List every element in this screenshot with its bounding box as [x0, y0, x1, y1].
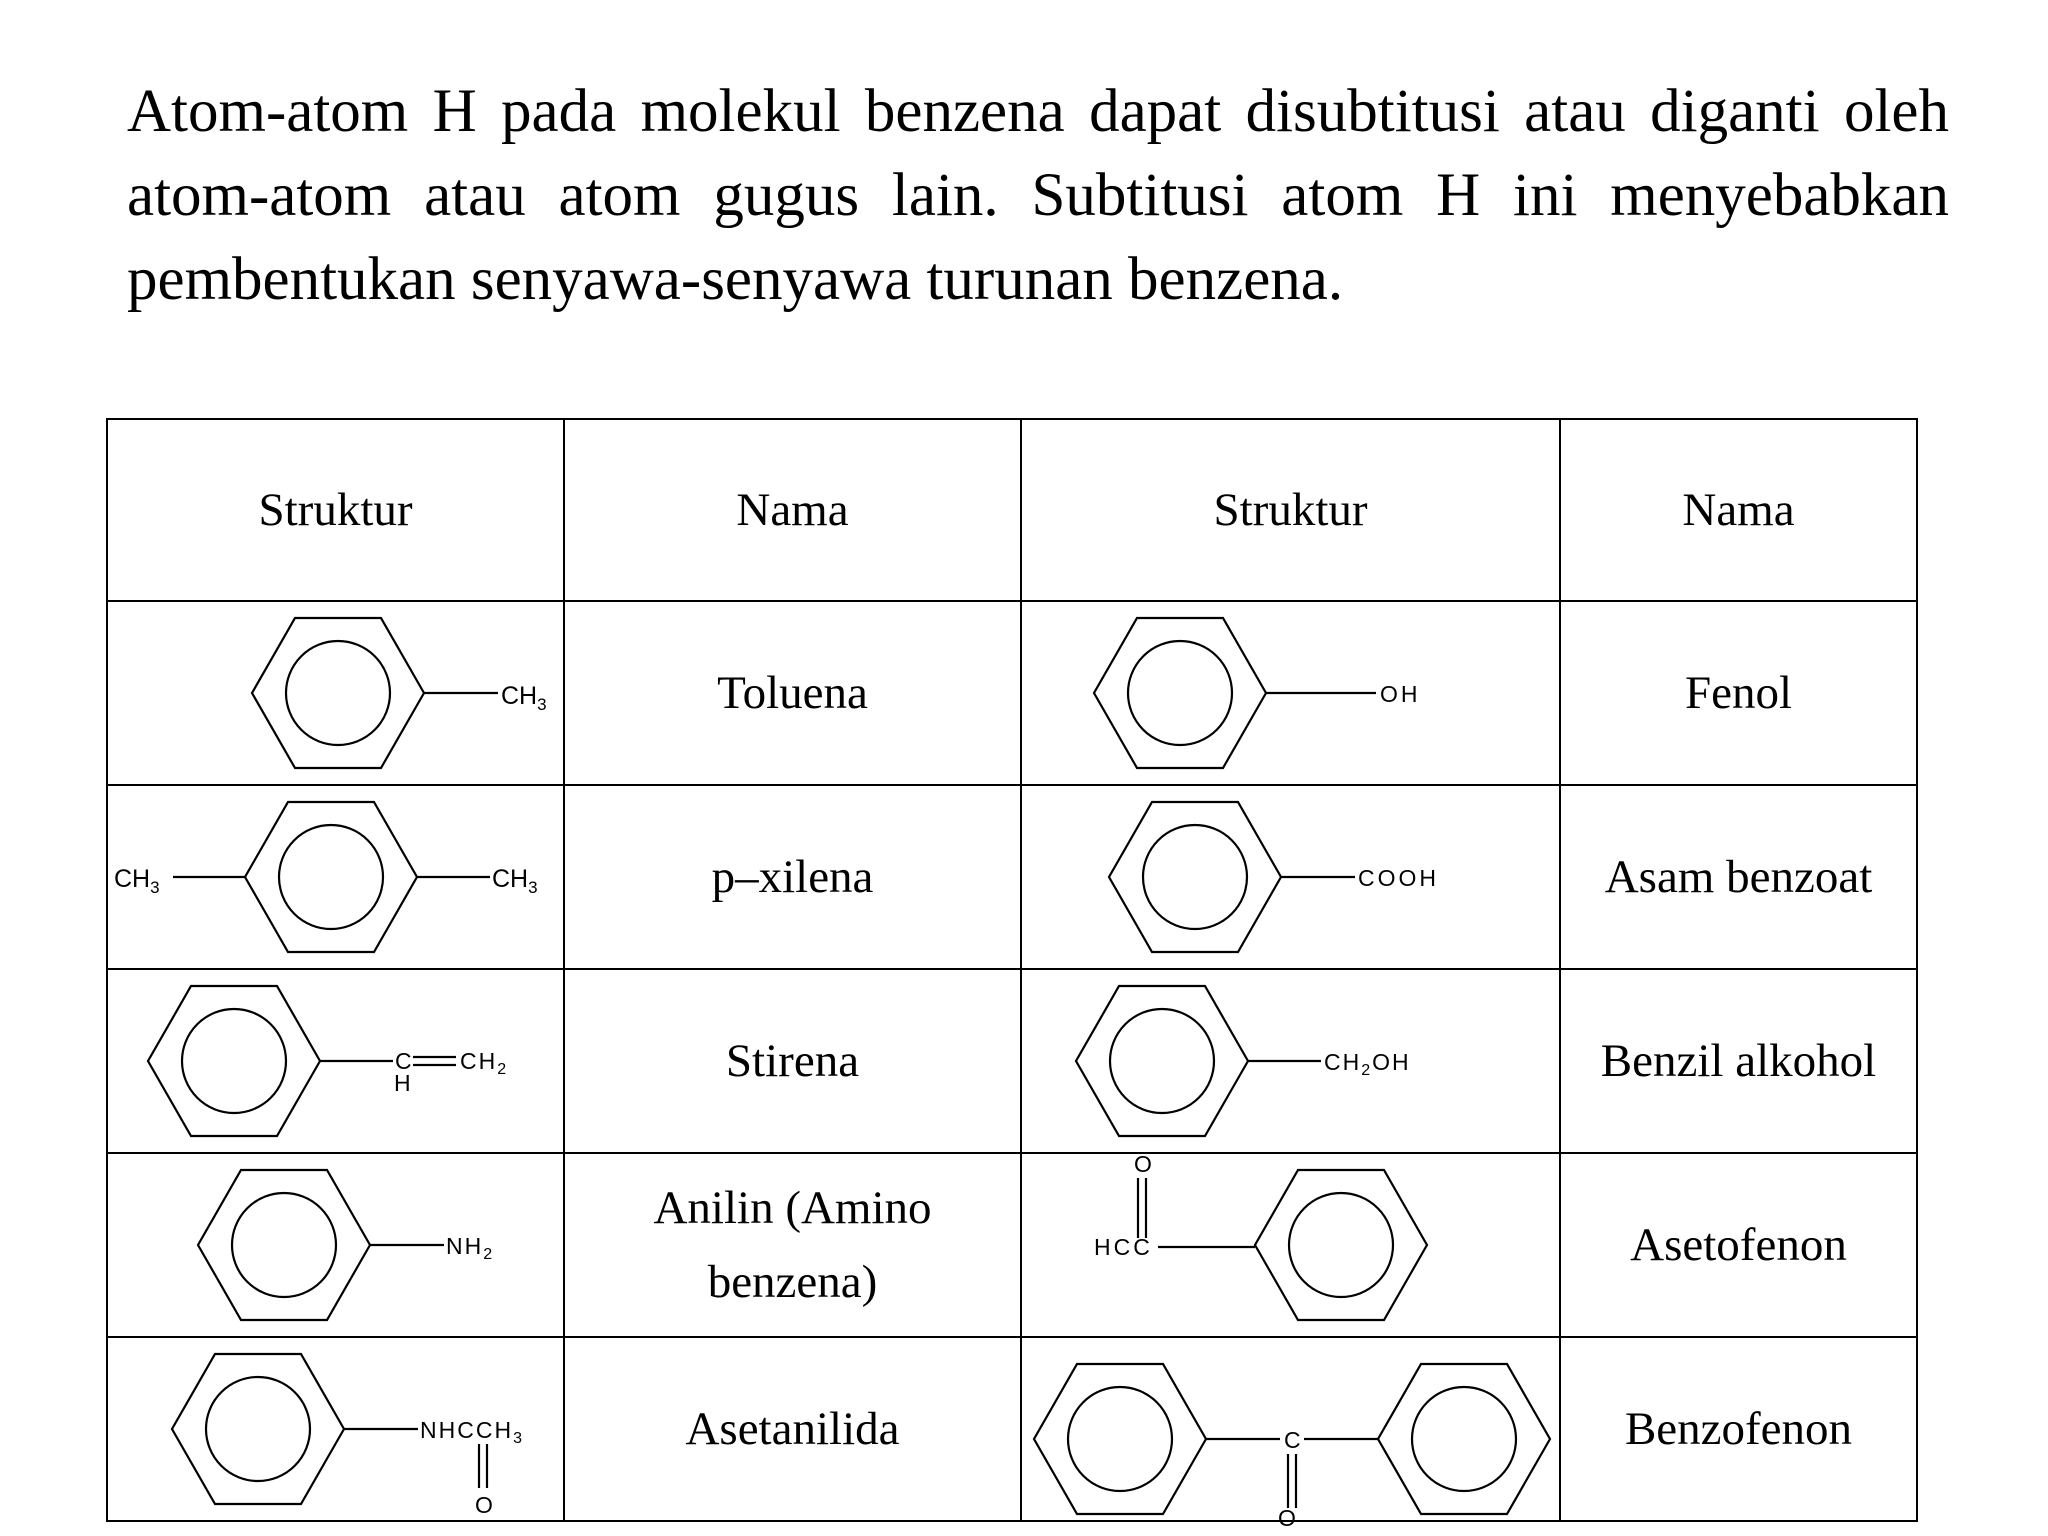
name-anilin: Anilin (Amino benzena) — [564, 1153, 1021, 1337]
structure-fenol — [1021, 601, 1560, 785]
intro-paragraph: Atom-atom H pada molekul benzena dapat disubtitusi atau diganti oleh atom-atom atau atom gugus lain. Subtitusi atom H ini menyebabkan pembentukan senyawa-senyawa turunan benzena. — [127, 78, 1949, 313]
header-nama-2: Nama — [1560, 419, 1917, 601]
structure-anilin — [107, 1153, 564, 1337]
svg-text:OH: OH — [1380, 681, 1421, 707]
asetanilida-structure-diagram — [108, 1338, 564, 1520]
name-benzofenon: Benzofenon — [1560, 1337, 1917, 1521]
header-struktur-1: Struktur — [107, 419, 564, 601]
name-asetanilida: Asetanilida — [564, 1337, 1021, 1521]
svg-text:CH2: $CH_2$ — [460, 1048, 509, 1078]
structure-toluena — [107, 601, 564, 785]
svg-text:O: O — [1134, 1154, 1152, 1177]
svg-text:COOH: COOH — [1358, 865, 1439, 891]
svg-text:NHCCH3: $NHCCH_3$ — [420, 1417, 524, 1447]
table-header-row — [107, 419, 1917, 601]
structure-asetofenon — [1021, 1153, 1560, 1337]
benzene-derivatives-table — [106, 418, 1918, 1522]
svg-text:CH3: $CH_3$ — [114, 865, 160, 897]
header-struktur-2: Struktur — [1021, 419, 1560, 601]
benzofenon-structure-diagram — [1022, 1338, 1560, 1520]
structure-asam-benzoat — [1021, 785, 1560, 969]
name-p-xilena: p–xilena — [564, 785, 1021, 969]
name-stirena: Stirena — [564, 969, 1021, 1153]
name-fenol: Fenol — [1560, 601, 1917, 785]
name-asam-benzoat: Asam benzoat — [1560, 785, 1917, 969]
svg-text:O: O — [1278, 1505, 1296, 1531]
table-row — [107, 1153, 1917, 1337]
toluena-structure-diagram — [108, 602, 564, 784]
svg-text:NH2: $NH_2$ — [446, 1233, 495, 1263]
svg-text:CH3: $CH_3$ — [492, 865, 538, 897]
structure-p-xilena — [107, 785, 564, 969]
svg-text:O: O — [475, 1492, 493, 1518]
svg-text:CH2OH: $CH_2OH$ — [1324, 1049, 1411, 1079]
asetofenon-structure-diagram — [1022, 1154, 1560, 1336]
structure-benzofenon — [1021, 1337, 1560, 1521]
name-toluena: Toluena — [564, 601, 1021, 785]
svg-text:HCC: HCC — [1094, 1234, 1153, 1260]
name-asetofenon: Asetofenon — [1560, 1153, 1917, 1337]
structure-benzil-alkohol — [1021, 969, 1560, 1153]
benzofenon-oxygen-label — [1270, 1500, 1310, 1532]
table-row — [107, 969, 1917, 1153]
table-row — [107, 601, 1917, 785]
svg-text:C: C — [395, 1048, 412, 1074]
svg-text:C: C — [1284, 1427, 1301, 1453]
name-benzil-alkohol: Benzil alkohol — [1560, 969, 1917, 1153]
fenol-structure-diagram — [1022, 602, 1560, 784]
stirena-structure-diagram — [108, 970, 564, 1152]
svg-text:CH3: $CH_3$ — [501, 682, 547, 714]
p-xilena-structure-diagram — [108, 786, 564, 968]
benzil-alkohol-structure-diagram — [1022, 970, 1560, 1152]
asam-benzoat-structure-diagram — [1022, 786, 1560, 968]
table-row — [107, 1337, 1917, 1521]
structure-stirena — [107, 969, 564, 1153]
table-row — [107, 785, 1917, 969]
svg-text:H: H — [394, 1070, 411, 1096]
structure-asetanilida — [107, 1337, 564, 1521]
anilin-structure-diagram — [108, 1154, 564, 1336]
header-nama-1: Nama — [564, 419, 1021, 601]
